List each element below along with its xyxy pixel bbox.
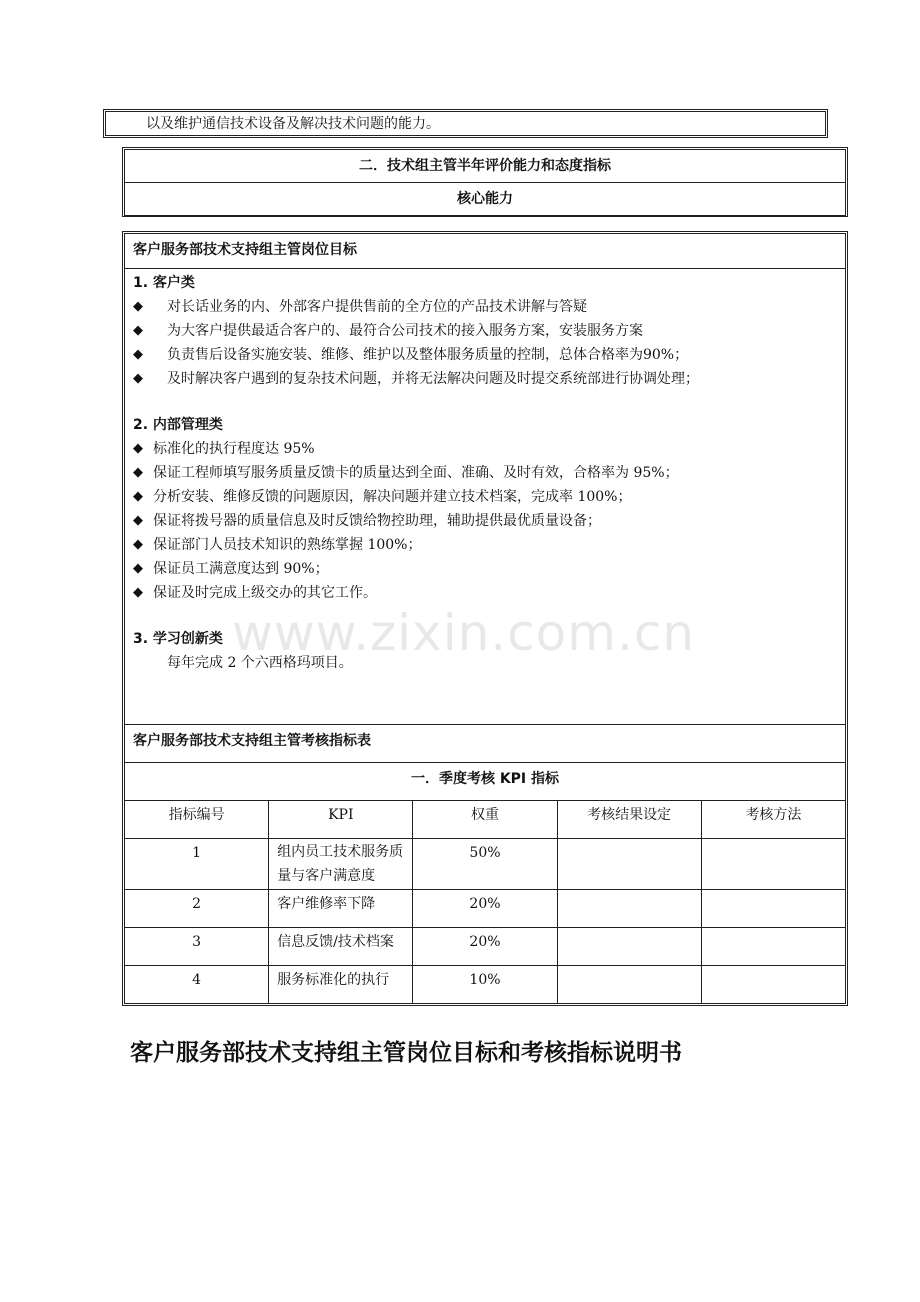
- diamond-bullet-icon: ◆: [133, 441, 143, 456]
- group-title-customer: 1. 客户类: [133, 275, 195, 291]
- table-row: 1 组内员工技术服务质量与客户满意度 50%: [125, 839, 846, 890]
- list-item: ◆ 保证及时完成上级交办的其它工作。: [133, 581, 845, 605]
- list-item: ◆ 及时解决客户遇到的复杂技术问题，并将无法解决问题及时提交系统部进行协调处理；: [133, 367, 845, 391]
- section2-core: 核心能力: [125, 183, 846, 216]
- learning-text: 每年完成 2 个六西格玛项目。: [167, 655, 353, 671]
- diamond-bullet-icon: ◆: [133, 537, 143, 552]
- kpi-header: 客户服务部技术支持组主管考核指标表: [125, 725, 846, 763]
- diamond-bullet-icon: ◆: [133, 561, 143, 576]
- diamond-bullet-icon: ◆: [133, 299, 143, 314]
- diamond-bullet-icon: ◆: [133, 489, 143, 504]
- table-row: 2 客户维修率下降 20%: [125, 890, 846, 928]
- col-header-weight: 权重: [413, 801, 557, 839]
- col-header-kpi: KPI: [269, 801, 413, 839]
- diamond-bullet-icon: ◆: [133, 585, 143, 600]
- group-title-internal: 2. 内部管理类: [133, 417, 223, 433]
- diamond-bullet-icon: ◆: [133, 465, 143, 480]
- list-item: ◆ 标准化的执行程度达 95%: [133, 437, 845, 461]
- list-item: ◆ 保证部门人员技术知识的熟练掌握 100%；: [133, 533, 845, 557]
- list-item: ◆ 分析安装、维修反馈的问题原因，解决问题并建立技术档案，完成率 100%；: [133, 485, 845, 509]
- section2-box: [122, 147, 848, 217]
- top-fragment-text: 以及维护通信技术设备及解决技术问题的能力。: [105, 111, 826, 136]
- list-item: ◆ 保证员工满意度达到 90%；: [133, 557, 845, 581]
- col-header-method: 考核方法: [701, 801, 845, 839]
- diamond-bullet-icon: ◆: [133, 347, 143, 362]
- goals-content: [125, 269, 846, 725]
- list-item: ◆ 保证工程师填写服务质量反馈卡的质量达到全面、准确、及时有效，合格率为 95%；: [133, 461, 845, 485]
- list-item: ◆ 负责售后设备实施安装、维修、维护以及整体服务质量的控制，总体合格率为90%；: [133, 343, 845, 367]
- list-item: ◆ 保证将拨号器的质量信息及时反馈给物控助理，辅助提供最优质量设备；: [133, 509, 845, 533]
- kpi-section-title: 一．季度考核 KPI 指标: [125, 763, 846, 801]
- list-item: ◆ 为大客户提供最适合客户的、最符合公司技术的接入服务方案，安装服务方案: [133, 319, 845, 343]
- diamond-bullet-icon: ◆: [133, 513, 143, 528]
- goals-header: 客户服务部技术支持组主管岗位目标: [125, 234, 846, 269]
- col-header-no: 指标编号: [125, 801, 269, 839]
- diamond-bullet-icon: ◆: [133, 371, 143, 386]
- list-item: ◆ 对长话业务的内、外部客户提供售前的全方位的产品技术讲解与答疑: [133, 295, 845, 319]
- table-row: 4 服务标准化的执行 10%: [125, 966, 846, 1004]
- section2-title: 二．技术组主管半年评价能力和态度指标: [125, 150, 846, 183]
- table-row: 3 信息反馈/技术档案 20%: [125, 928, 846, 966]
- goals-kpi-box: [122, 231, 848, 1006]
- group-title-learning: 3. 学习创新类: [133, 631, 223, 647]
- diamond-bullet-icon: ◆: [133, 323, 143, 338]
- document-title: 客户服务部技术支持组主管岗位目标和考核指标说明书: [130, 1040, 682, 1066]
- top-fragment-box: [103, 109, 828, 138]
- col-header-result: 考核结果设定: [557, 801, 701, 839]
